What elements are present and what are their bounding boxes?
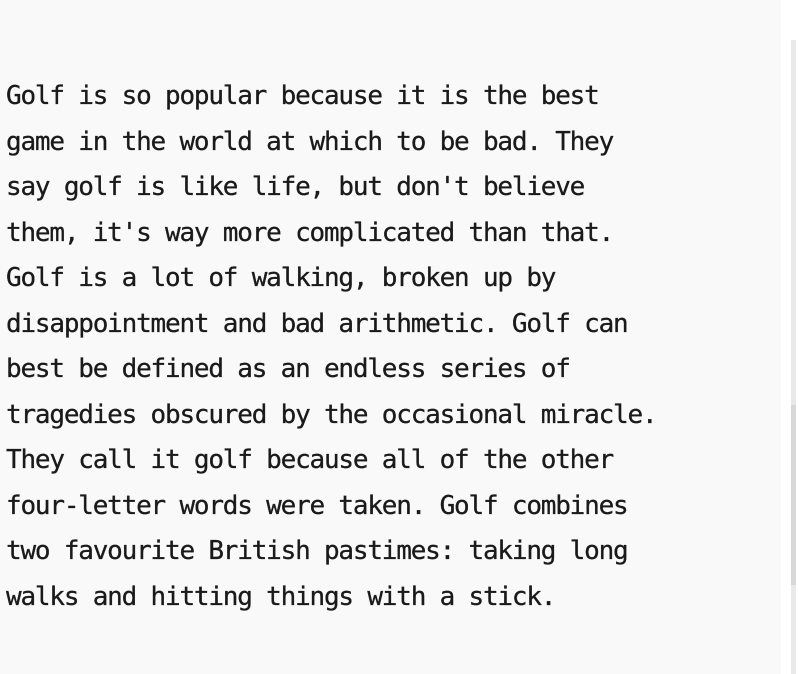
text-line: them, it's way more complicated than that. xyxy=(6,217,614,248)
text-line: walks and hitting things with a stick. xyxy=(6,581,556,612)
scrollbar-thumb[interactable] xyxy=(791,405,796,585)
text-line: say golf is like life, but don't believe xyxy=(6,172,585,202)
text-line: four-letter words were taken. Golf combines xyxy=(6,490,628,521)
vertical-scrollbar[interactable] xyxy=(781,0,798,674)
text-line: two favourite British pastimes: taking long xyxy=(6,536,628,566)
text-line: disappointment and bad arithmetic. Golf can xyxy=(6,308,628,339)
text-line: tragedies obscured by the occasional miracle. xyxy=(6,399,657,430)
text-line: They call it golf because all of the other xyxy=(6,445,614,475)
text-line: Golf is a lot of walking, broken up by xyxy=(6,263,556,293)
golf-quotes-paragraph xyxy=(6,74,781,620)
text-line: best be defined as an endless series of xyxy=(6,354,570,384)
text-line: Golf is so popular because it is the best xyxy=(6,81,599,111)
text-line: game in the world at which to be bad. They xyxy=(6,126,614,157)
